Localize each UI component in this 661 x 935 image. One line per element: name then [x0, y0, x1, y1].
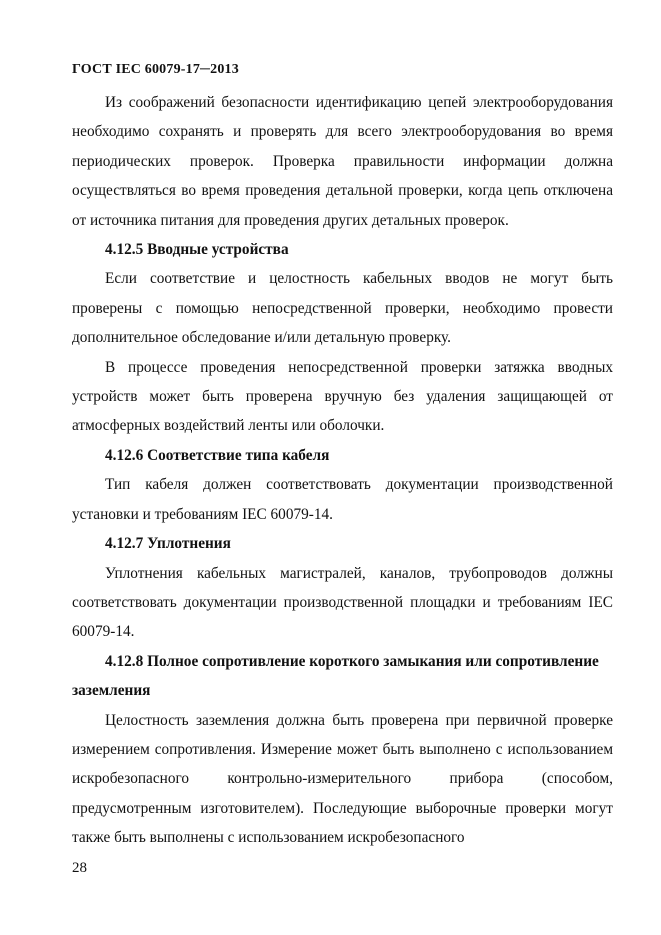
section-heading-4-12-5: 4.12.5 Вводные устройства [105, 241, 289, 259]
paragraph-circuit-identification: Из соображений безопасности идентификацию цепей электрооборудования необходимо сохранять и проверять для всего электрооборудования во время периодических проверок. Проверка правильности информации должна осуществляться во время проведения детальной проверки, когда цепь отключена от источника питания для проведения других детальных проверок. [72, 94, 613, 229]
section-heading-4-12-7: 4.12.7 Уплотнения [105, 535, 231, 553]
page-number: 28 [72, 860, 87, 876]
paragraph-seals: Уплотнения кабельных магистралей, каналов, трубопроводов должны соответствовать документации производственной площадки и требованиям IEC 60079-14. [72, 564, 613, 641]
paragraph-cable-type: Тип кабеля должен соответствовать документации производственной установки и требованиям IEC 60079-14. [72, 476, 613, 523]
section-heading-4-12-6: 4.12.6 Соответствие типа кабеля [105, 446, 330, 464]
document-body [72, 88, 613, 853]
paragraph-earthing-integrity: Целостность заземления должна быть проверена при первичной проверке измерением сопротивления. Измерение может быть выполнено с использованием искробезопасного контрольно-измерительного прибора (способом, предусмотренным изготовителем). Последующие выборочные проверки могут также быть выполнены с использованием искробезопасного [72, 711, 613, 847]
paragraph-cable-entries: Если соответствие и целостность кабельных вводов не могут быть проверены с помощью непосредственной проверки, необходимо провести дополнительное обследование и/или детальную проверку. [72, 270, 613, 347]
paragraph-entry-tightness: В процессе проведения непосредственной проверки затяжка вводных устройств может быть проверена вручную без удаления защищающей от атмосферных воздействий ленты или оболочки. [72, 358, 613, 435]
standard-designation: ГОСТ IEC 60079-17─2013 [72, 62, 239, 77]
section-heading-4-12-8: 4.12.8 Полное сопротивление короткого замыкания или сопротивление заземления [72, 652, 599, 700]
